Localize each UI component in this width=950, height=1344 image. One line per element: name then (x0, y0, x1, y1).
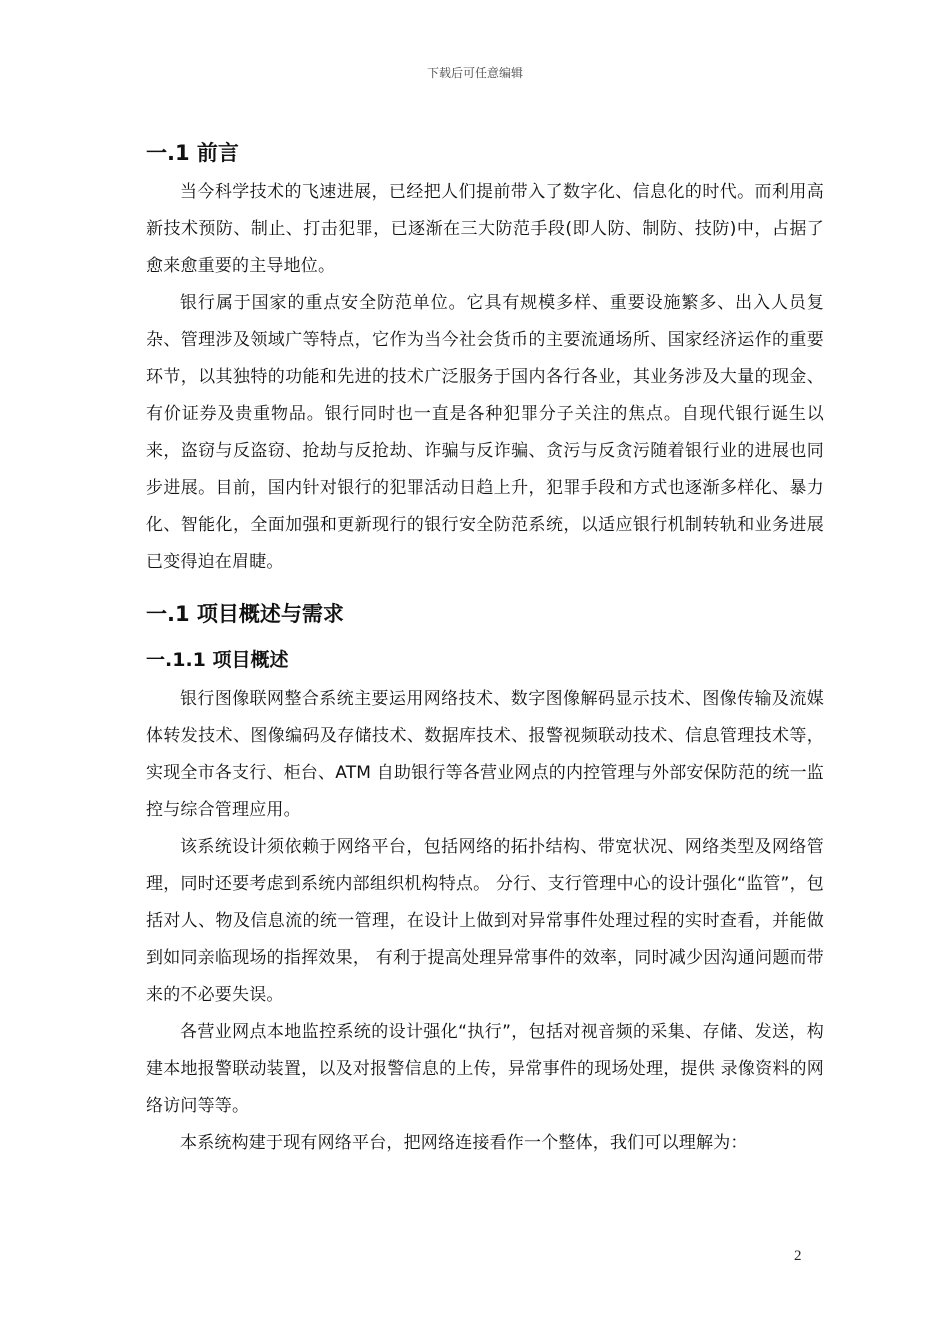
page-number: 2 (794, 1248, 802, 1264)
paragraph: 当今科学技术的飞速进展，已经把人们提前带入了数字化、信息化的时代。而利用高新技术预防、制止、打击犯罪，已逐渐在三大防范手段(即人防、制防、技防)中，占据了愈来愈重要的主导地位。 (146, 182, 824, 276)
paragraph: 本系统构建于现有网络平台，把网络连接看作一个整体，我们可以理解为： (180, 1133, 748, 1153)
paragraph: 各营业网点本地监控系统的设计强化“执行”，包括对视音频的采集、存储、发送，构建本地报警联动装置，以及对报警信息的上传，异常事件的现场处理，提供 录像资料的网络访问等等。 (146, 1022, 824, 1116)
paragraph: 银行属于国家的重点安全防范单位。它具有规模多样、重要设施繁多、出入人员复杂、管理涉及领域广等特点，它作为当今社会货币的主要流通场所、国家经济运作的重要环节，以其独特的功能和先进的技术广泛服务于国内各行各业，其业务涉及大量的现金、有价证券及贵重物品。银行同时也一直是各种犯罪分子关注的焦点。自现代银行诞生以来，盗窃与反盗窃、抢劫与反抢劫、诈骗与反诈骗、贪污与反贪污随着银行业的进展也同步进展。目前，国内针对银行的犯罪活动日趋上升，犯罪手段和方式也逐渐多样化、暴力化、智能化，全面加强和更新现行的银行安全防范系统，以适应银行机制转轨和业务进展已变得迫在眉睫。 (146, 293, 824, 572)
section-title-overview-requirements: 一.1 项目概述与需求 (146, 602, 344, 626)
page-header: 下载后可任意编辑 (426, 66, 523, 80)
subsection-title-overview: 一.1.1 项目概述 (146, 649, 289, 671)
paragraph: 银行图像联网整合系统主要运用网络技术、数字图像解码显示技术、图像传输及流媒体转发技术、图像编码及存储技术、数据库技术、报警视频联动技术、信息管理技术等，实现全市各支行、柜台、ATM 自助银行等各营业网点的内控管理与外部安保防范的统一监控与综合管理应用。 (146, 689, 824, 820)
paragraph: 该系统设计须依赖于网络平台，包括网络的拓扑结构、带宽状况、网络类型及网络管理，同时还要考虑到系统内部组织机构特点。 分行、支行管理中心的设计强化“监管”，包括对人、物及信息流的统一管理，在设计上做到对异常事件处理过程的实时查看，并能做到如同亲临现场的指挥效果， 有利于提高处理异常事件的效率，同时减少因沟通问题而带来的不必要失误。 (146, 837, 824, 1005)
section-title-preface: 一.1 前言 (146, 141, 239, 165)
document-body (146, 132, 824, 1162)
